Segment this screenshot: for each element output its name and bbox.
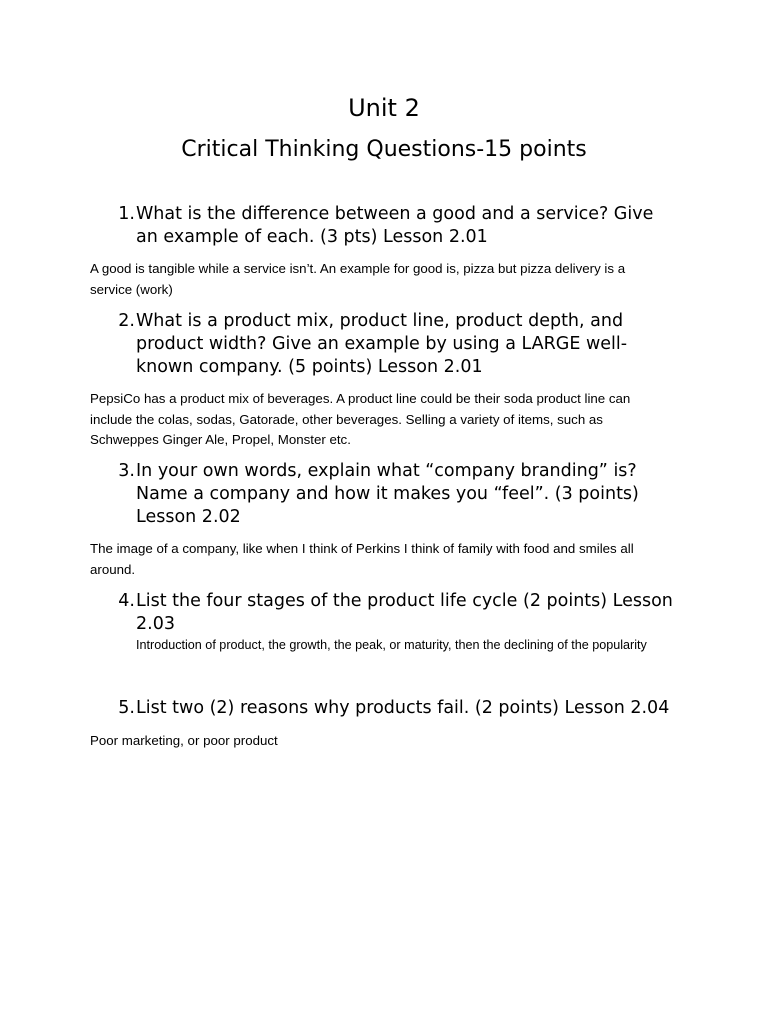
page-subtitle: Critical Thinking Questions-15 points — [181, 137, 587, 162]
answer-line: around. — [90, 561, 136, 577]
question-4 — [111, 590, 691, 636]
question-1 — [111, 203, 691, 249]
question-line: In your own words, explain what “company branding” is? — [136, 461, 637, 481]
page-title: Unit 2 — [348, 94, 420, 122]
question-line: List two (2) reasons why products fail. (2 points) Lesson 2.04 — [136, 698, 670, 718]
answer-line: Introduction of product, the growth, the peak, or maturity, then the declining of the popularity — [136, 638, 647, 652]
answer-5 — [90, 731, 670, 752]
question-text — [136, 310, 627, 379]
answer-2 — [90, 389, 670, 451]
question-line: known company. (5 points) Lesson 2.01 — [136, 357, 483, 377]
question-number: 2. — [118, 311, 135, 331]
question-text — [136, 697, 669, 720]
answer-line: Schweppes Ginger Ale, Propel, Monster etc. — [90, 432, 351, 447]
answer-line: service (work) — [90, 281, 173, 297]
question-line: List the four stages of the product life cycle (2 points) Lesson — [136, 591, 673, 611]
question-line: What is the difference between a good and a service? Give — [136, 204, 654, 224]
answer-4 — [136, 636, 696, 654]
question-text — [136, 590, 673, 636]
question-5 — [111, 697, 711, 720]
answer-line: include the colas, sodas, Gatorade, other beverages. Selling a variety of items, such as — [90, 411, 603, 427]
question-3 — [111, 460, 691, 529]
question-line: What is a product mix, product line, product depth, and — [136, 311, 624, 331]
answer-line: A good is tangible while a service isn’t. An example for good is, pizza but pizza delivery is a — [90, 261, 626, 276]
question-number: 5. — [118, 698, 135, 718]
question-line: 2.03 — [136, 614, 175, 634]
question-number: 1. — [118, 204, 135, 224]
question-line: an example of each. (3 pts) Lesson 2.01 — [136, 227, 488, 247]
question-number: 4. — [118, 591, 135, 611]
question-line: Name a company and how it makes you “feel”. (3 points) — [136, 484, 639, 504]
question-line: Lesson 2.02 — [136, 507, 241, 527]
answer-line: The image of a company, like when I think of Perkins I think of family with food and smiles all — [90, 541, 634, 556]
question-line: product width? Give an example by using a LARGE well- — [136, 334, 628, 354]
answer-line: PepsiCo has a product mix of beverages. A product line could be their soda product line can — [90, 391, 631, 406]
answer-3 — [90, 539, 670, 580]
question-number: 3. — [118, 461, 135, 481]
question-text — [136, 203, 653, 249]
answer-1 — [90, 259, 670, 300]
answer-line: Poor marketing, or poor product — [90, 733, 278, 748]
question-text — [136, 460, 639, 529]
question-2 — [111, 310, 691, 379]
